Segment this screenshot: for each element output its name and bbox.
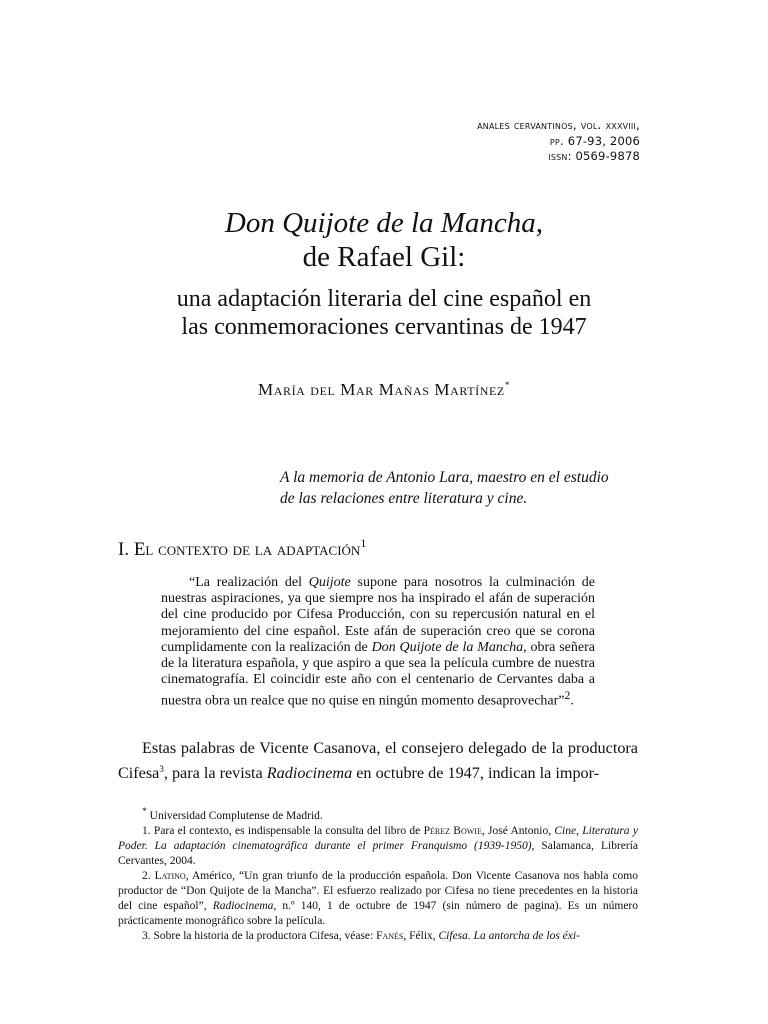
journal-name: anales cervantinos, vol. xxxviii,: [477, 118, 640, 132]
body-text-1: Estas palabras de Vicente Casanova, el consejero delegado de la productora Cifesa: [118, 739, 638, 782]
dedication-line-2: de las relaciones entre literatura y cine.: [280, 490, 528, 507]
footnote-3-text-b: , Félix,: [403, 929, 439, 942]
subtitle: [0, 285, 768, 341]
body-text-2: , para la revista: [163, 763, 267, 782]
body-italic-radiocinema: Radiocinema: [266, 763, 353, 782]
quote-paragraph: [161, 575, 595, 710]
body-footnote-mark: 3: [159, 763, 164, 774]
footnote-2-text-a: , Américo, “Un gran triunfo de la producción española. Don Vicente Casanova nos habla como productor de “Don Quijote de la Mancha”. El esfuerzo realizado por Cifesa no tiene precedentes en la historia del cine español”,: [118, 869, 639, 912]
footnote-1: [118, 824, 638, 869]
section-title: I. El contexto de la adaptación: [118, 539, 361, 560]
journal-header: [477, 118, 640, 165]
article-title: [0, 206, 768, 341]
title-line-2: de Rafael Gil:: [302, 241, 466, 273]
author-line: [0, 380, 768, 400]
footnote-1-number: 1.: [142, 824, 151, 837]
quote-text-1: “La realización del: [189, 575, 309, 590]
footnote-star: [118, 804, 638, 824]
pages-prefix: pp.: [549, 133, 564, 148]
quote-text-2: supone para nosotros la culminación de nuestras aspiraciones, ya que siempre nos ha inspirado el afán de superación del cine producido por Cifesa Producción, con su repercusión natural en el mejoramiento del cine español. Este afán de superación creo que se corona cumplidamente con la realización de: [161, 575, 595, 655]
footnote-1-author: Pérez Bowie: [423, 824, 482, 837]
quote-end: .: [570, 694, 574, 710]
body-text-3: en octubre de 1947, indican la impor-: [352, 763, 600, 782]
footnote-3-book-title: Cifesa. La antorcha de los éxi-: [438, 929, 580, 942]
section-footnote-mark: 1: [360, 536, 367, 550]
page-range: 67-93, 2006: [567, 133, 640, 148]
footnote-1-book-title: Cine, Literatura y Poder. La adaptación cinematográfica durante el primer Franquismo (1939-1950): [118, 824, 638, 852]
footnotes: [118, 804, 638, 944]
title-line-1: Don Quijote de la Mancha,: [224, 207, 544, 239]
footnote-3-author: Fanés: [376, 929, 404, 942]
footnote-2-number: 2.: [142, 869, 151, 882]
quote-text-3: , obra señera de la literatura española, y que aspiro a que sea la película cumbre de nuestra cinematografía. El coincidir este año con el centenario de Cervantes daba a nuestra obra un realce que no quise en ningún momento desaprovechar”: [161, 639, 595, 710]
footnote-3-text-a: Sobre la historia de la productora Cifesa, véase:: [150, 929, 377, 942]
quote-italic-title: Don Quijote de la Mancha: [371, 639, 524, 655]
quote-footnote-mark: 2: [564, 689, 571, 703]
dedication: [280, 467, 650, 509]
footnote-2-author: Latino: [154, 869, 186, 882]
footnote-3-number: 3.: [142, 929, 151, 942]
footnote-1-text-c: , Salamanca, Librería Cervantes, 2004.: [118, 839, 639, 867]
body-paragraph: [118, 738, 638, 783]
subtitle-line-2: las conmemoraciones cervantinas de 1947: [181, 314, 587, 340]
footnote-2-journal: Radiocinema: [212, 899, 274, 912]
section-heading: [118, 536, 366, 561]
footnote-3: [118, 929, 638, 944]
author-name: María del Mar Mañas Martínez: [258, 380, 505, 399]
quote-italic-quijote: Quijote: [308, 575, 351, 590]
dedication-line-1: A la memoria de Antonio Lara, maestro en el estudio: [280, 469, 609, 486]
footnote-2-text-b: , n.º 140, 1 de octubre de 1947 (sin número de pagina). Es un número prácticamente monográfico sobre la película.: [118, 899, 639, 927]
subtitle-line-1: una adaptación literaria del cine español en: [176, 286, 592, 312]
footnote-2: [118, 869, 638, 929]
block-quote: [161, 575, 595, 710]
body-text: [118, 738, 638, 783]
issn-label: issn: [548, 149, 568, 163]
author-footnote-mark: *: [504, 380, 510, 390]
issn-number: : 0569-9878: [567, 149, 640, 163]
footnote-star-text: Universidad Complutense de Madrid.: [146, 809, 323, 822]
footnote-1-text-a: Para el contexto, es indispensable la consulta del libro de: [150, 824, 424, 837]
footnote-star-mark: *: [142, 806, 147, 817]
footnote-1-text-b: , José Antonio,: [481, 824, 555, 837]
